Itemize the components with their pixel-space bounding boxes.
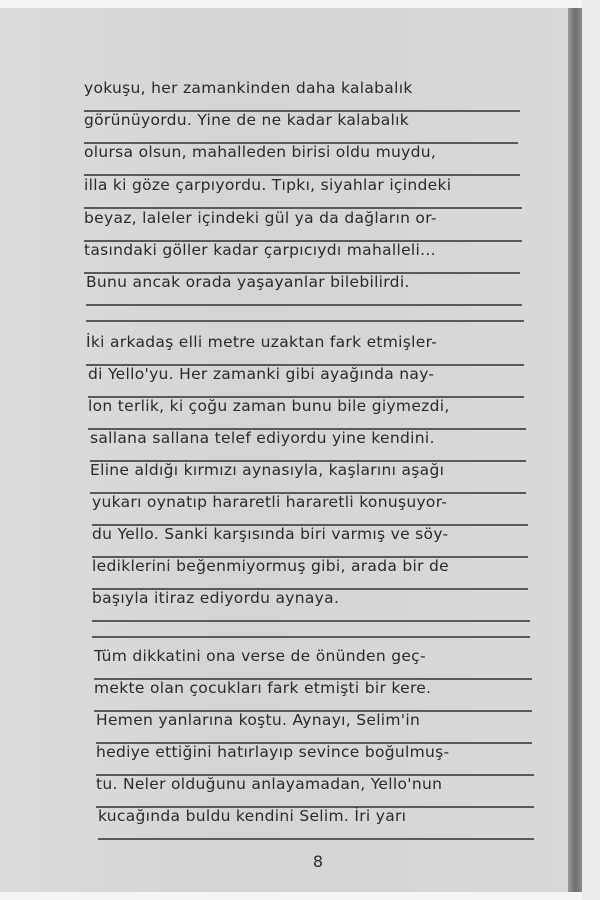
text-line: du Yello. Sanki karşısında biri varmış ve söy-: [92, 522, 528, 558]
ruled-line: [86, 320, 524, 322]
text-line: olursa olsun, mahalleden birisi oldu muydu,: [84, 140, 520, 176]
text-line: sallana sallana telef ediyordu yine kendini.: [90, 426, 526, 462]
text-line: başıyla itiraz ediyordu aynaya.: [92, 586, 530, 622]
text-line: Tüm dikkatini ona verse de önünden geç-: [94, 644, 532, 680]
page-number: 8: [312, 852, 324, 871]
text-line: İki arkadaş elli metre uzaktan fark etmişler-: [86, 330, 524, 366]
text-line: yokuşu, her zamankinden daha kalabalık: [84, 76, 520, 112]
text-line: hediye ettiğini hatırlayıp sevince boğulmuş-: [96, 740, 534, 776]
text-line: illa ki göze çarpıyordu. Tıpkı, siyahlar içindeki: [84, 173, 522, 209]
text-line: kucağında buldu kendini Selim. İri yarı: [98, 804, 534, 840]
page-edge: [582, 0, 600, 900]
text-line: lon terlik, ki çoğu zaman bunu bile giymezdi,: [88, 394, 526, 430]
text-line: Eline aldığı kırmızı aynasıyla, kaşlarını aşağı: [90, 458, 526, 494]
text-line: di Yello'yu. Her zamanki gibi ayağında nay-: [88, 362, 524, 398]
text-line: beyaz, laleler içindeki gül ya da dağların or-: [84, 206, 522, 242]
text-line: görünüyordu. Yine de ne kadar kalabalık: [84, 108, 518, 144]
text-line: tu. Neler olduğunu anlayamadan, Yello'nun: [96, 772, 534, 808]
text-line: mekte olan çocukları fark etmişti bir kere.: [94, 676, 532, 712]
text-line: lediklerini beğenmiyormuş gibi, arada bir de: [92, 554, 528, 590]
text-line: Hemen yanlarına koştu. Aynayı, Selim'in: [96, 708, 532, 744]
text-line: tasındaki göller kadar çarpıcıydı mahalleli...: [84, 238, 520, 274]
ruled-line: [92, 636, 530, 638]
book-spine: [568, 8, 582, 892]
text-line: yukarı oynatıp hararetli hararetli konuşuyor-: [92, 490, 528, 526]
text-line: Bunu ancak orada yaşayanlar bilebilirdi.: [86, 270, 522, 306]
